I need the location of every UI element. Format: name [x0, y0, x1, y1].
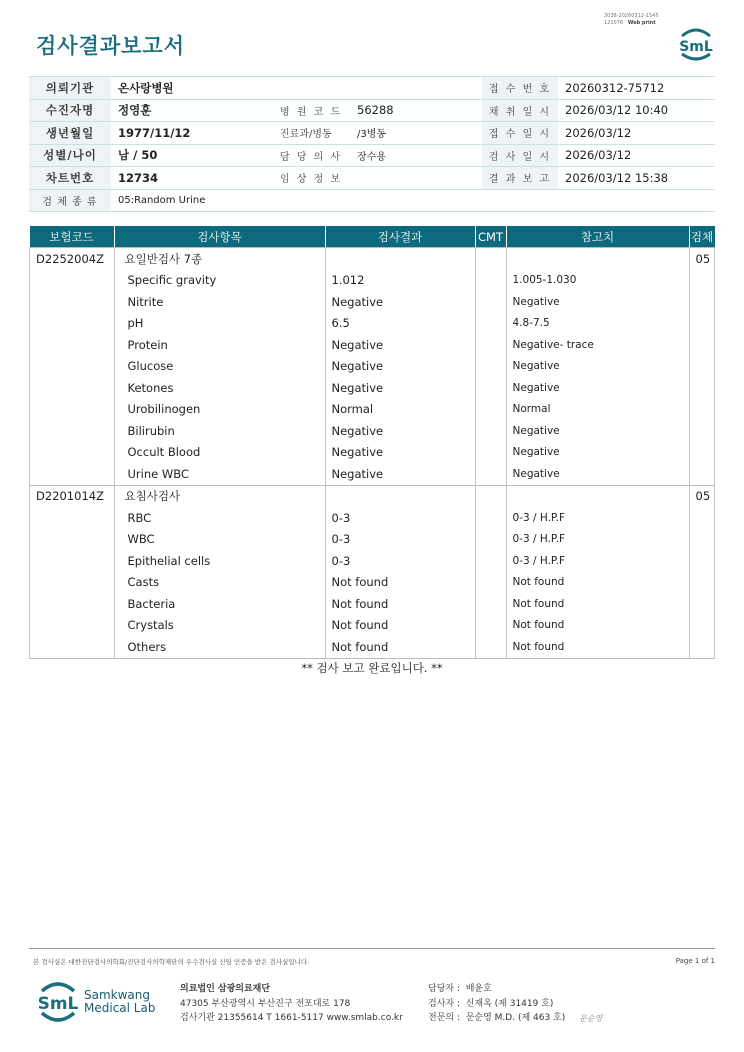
print-id-line2: 121076	[604, 20, 624, 26]
label-receipt-no: 접 수 번 호	[482, 77, 558, 100]
value-patient: 정영훈	[111, 99, 273, 122]
table-row	[30, 291, 715, 313]
cmt-cell	[475, 593, 506, 615]
test-result: Negative	[325, 442, 475, 464]
test-item: WBC	[114, 529, 325, 551]
specimen-cell	[689, 529, 715, 551]
test-result: Negative	[325, 420, 475, 442]
table-row	[30, 615, 715, 637]
test-item: Specific gravity	[114, 270, 325, 292]
value-chart-no: 12734	[111, 167, 273, 190]
table-row	[30, 572, 715, 594]
table-row	[30, 463, 715, 485]
reference-range: Negative- trace	[506, 334, 689, 356]
col-specimen: 검체	[689, 226, 715, 248]
insurance-code-cell	[30, 572, 115, 594]
test-group-name: 요침사검사	[114, 485, 325, 507]
test-result: Negative	[325, 334, 475, 356]
test-result: Negative	[325, 463, 475, 485]
specialist-signature: 문순영	[579, 1014, 603, 1023]
cmt-cell	[475, 270, 506, 292]
table-row	[30, 270, 715, 292]
label-doctor: 담 당 의 사	[273, 144, 350, 167]
label-received: 접 수 일 시	[482, 122, 558, 145]
cmt-cell	[475, 572, 506, 594]
specimen-cell	[689, 550, 715, 572]
insurance-code-cell	[30, 270, 115, 292]
specimen-cell	[689, 313, 715, 335]
test-item: pH	[114, 313, 325, 335]
table-row	[30, 442, 715, 464]
label-tested: 검 사 일 시	[482, 144, 558, 167]
footer-divider	[29, 948, 715, 949]
specimen-code: 05	[689, 248, 715, 270]
test-item: Bilirubin	[114, 420, 325, 442]
table-row	[30, 550, 715, 572]
reference-range: 0-3 / H.P.F	[506, 550, 689, 572]
insurance-code: D2252004Z	[30, 248, 115, 270]
insurance-code-cell	[30, 463, 115, 485]
test-result: 6.5	[325, 313, 475, 335]
org-address: 47305 부산광역시 부산진구 전포대로 178	[180, 998, 351, 1009]
table-row	[30, 636, 715, 658]
label-birth: 생년월일	[29, 122, 111, 145]
insurance-code-cell	[30, 636, 115, 658]
specimen-cell	[689, 399, 715, 421]
reference-range: Negative	[506, 463, 689, 485]
completion-note: ** 검사 보고 완료입니다. **	[301, 661, 443, 675]
result-cell	[325, 248, 475, 270]
specimen-cell	[689, 420, 715, 442]
reference-range: Negative	[506, 377, 689, 399]
reference-range: Not found	[506, 615, 689, 637]
table-row	[30, 399, 715, 421]
label-specimen: 검 체 종 류	[29, 189, 111, 212]
insurance-code-cell	[30, 313, 115, 335]
print-meta	[604, 13, 659, 27]
value-received: 2026/03/12	[558, 122, 715, 145]
value-birth: 1977/11/12	[111, 122, 273, 145]
cmt-cell	[475, 485, 506, 507]
result-cell	[325, 485, 475, 507]
org-info	[180, 982, 403, 1026]
col-reference: 참고치	[506, 226, 689, 248]
cmt-cell	[475, 615, 506, 637]
insurance-code-cell	[30, 334, 115, 356]
label-requesting-org: 의뢰기관	[29, 77, 111, 100]
specimen-code: 05	[689, 485, 715, 507]
staff-tester-label: 검사자 :	[428, 998, 460, 1009]
value-collected: 2026/03/12 10:40	[558, 99, 715, 122]
insurance-code-cell	[30, 593, 115, 615]
test-item: RBC	[114, 507, 325, 529]
specimen-cell	[689, 377, 715, 399]
insurance-code-cell	[30, 507, 115, 529]
test-result: Negative	[325, 356, 475, 378]
specimen-cell	[689, 572, 715, 594]
table-row	[30, 356, 715, 378]
staff-info	[428, 982, 565, 1026]
reference-range: Negative	[506, 420, 689, 442]
table-row	[30, 529, 715, 551]
insurance-code-cell	[30, 420, 115, 442]
test-result: 0-3	[325, 529, 475, 551]
value-specimen: 05:Random Urine	[111, 189, 715, 212]
reference-cell	[506, 485, 689, 507]
test-item: Bacteria	[114, 593, 325, 615]
label-chart-no: 차트번호	[29, 167, 111, 190]
cmt-cell	[475, 377, 506, 399]
sml-footer-logo-icon	[36, 979, 80, 1025]
specimen-cell	[689, 356, 715, 378]
reference-range: Not found	[506, 572, 689, 594]
label-clinical-info: 임 상 정 보	[273, 167, 350, 190]
table-row	[30, 420, 715, 442]
staff-manager-label: 담당자 :	[428, 984, 460, 994]
cmt-cell	[475, 291, 506, 313]
test-item: Ketones	[114, 377, 325, 399]
cmt-cell	[475, 507, 506, 529]
test-group-name: 요일반검사 7종	[114, 248, 325, 270]
page-number: Page 1 of 1	[675, 957, 715, 965]
value-clinical-info	[350, 167, 482, 190]
insurance-code-cell	[30, 399, 115, 421]
col-test-item: 검사항목	[114, 226, 325, 248]
test-result: Not found	[325, 593, 475, 615]
insurance-code-cell	[30, 550, 115, 572]
print-id-line1: 3038-20260312-1545	[604, 13, 659, 19]
cmt-cell	[475, 399, 506, 421]
insurance-code: D2201014Z	[30, 485, 115, 507]
footer-logo-text: SmL	[37, 994, 79, 1014]
table-row	[30, 377, 715, 399]
sml-logo-icon	[676, 26, 716, 62]
test-result: Negative	[325, 291, 475, 313]
test-item: Casts	[114, 572, 325, 594]
reference-range: 0-3 / H.P.F	[506, 529, 689, 551]
reference-cell	[506, 248, 689, 270]
test-result: 0-3	[325, 550, 475, 572]
reference-range: Negative	[506, 442, 689, 464]
value-doctor: 장수용	[350, 144, 482, 167]
label-patient: 수진자명	[29, 99, 111, 122]
insurance-code-cell	[30, 377, 115, 399]
cmt-cell	[475, 463, 506, 485]
test-item: Others	[114, 636, 325, 658]
value-tested: 2026/03/12	[558, 144, 715, 167]
table-row	[30, 313, 715, 335]
test-result: 0-3	[325, 507, 475, 529]
org-contact: 검사기관 21355614 T 1661-5117 www.smlab.co.kr	[180, 1013, 403, 1023]
test-item: Nitrite	[114, 291, 325, 313]
test-item: Urine WBC	[114, 463, 325, 485]
test-item: Epithelial cells	[114, 550, 325, 572]
reference-range: Not found	[506, 636, 689, 658]
specimen-cell	[689, 593, 715, 615]
specimen-cell	[689, 615, 715, 637]
insurance-code-cell	[30, 291, 115, 313]
reference-range: Negative	[506, 356, 689, 378]
test-result: Not found	[325, 636, 475, 658]
label-dept-ward: 진료과/병동	[273, 122, 350, 145]
insurance-code-cell	[30, 442, 115, 464]
test-item: Glucose	[114, 356, 325, 378]
cmt-cell	[475, 550, 506, 572]
page-title: 검사결과보고서	[36, 34, 186, 58]
certification-note: 본 검사실은 대한진단검사의학회/진단검사의학재단의 우수검사실 신임 인증을 받은 검사실입니다.	[33, 958, 310, 966]
staff-tester: 신재옥 (제 31419 호)	[465, 998, 554, 1009]
brand-line1: Samkwang	[84, 988, 150, 1002]
reference-range: 0-3 / H.P.F	[506, 507, 689, 529]
specimen-cell	[689, 334, 715, 356]
insurance-code-cell	[30, 356, 115, 378]
staff-specialist: 문순영 M.D. (제 463 호)	[465, 1013, 566, 1023]
reference-range: 4.8-7.5	[506, 313, 689, 335]
label-reported: 결 과 보 고	[482, 167, 558, 190]
test-item: Occult Blood	[114, 442, 325, 464]
specimen-cell	[689, 463, 715, 485]
logo-text: SmL	[679, 39, 713, 55]
test-result: Not found	[325, 572, 475, 594]
col-result: 검사결과	[325, 226, 475, 248]
test-result: Not found	[325, 615, 475, 637]
brand-line2: Medical Lab	[84, 1001, 156, 1015]
label-sex-age: 성별/나이	[29, 144, 111, 167]
results-table	[29, 226, 715, 659]
patient-info-table	[29, 76, 715, 212]
specimen-cell	[689, 507, 715, 529]
label-collected: 채 취 일 시	[482, 99, 558, 122]
table-row-group	[30, 248, 715, 270]
test-item: Protein	[114, 334, 325, 356]
staff-specialist-label: 전문의 :	[428, 1013, 460, 1023]
org-name: 의료법인 삼광의료재단	[180, 984, 271, 994]
value-dept-ward: /3병동	[350, 122, 482, 145]
specimen-cell	[689, 636, 715, 658]
test-result: Normal	[325, 399, 475, 421]
value-sex-age: 남 / 50	[111, 144, 273, 167]
print-mode: Web print	[627, 20, 656, 26]
cmt-cell	[475, 529, 506, 551]
test-item: Crystals	[114, 615, 325, 637]
test-result: 1.012	[325, 270, 475, 292]
specimen-cell	[689, 442, 715, 464]
cmt-cell	[475, 334, 506, 356]
reference-range: Negative	[506, 291, 689, 313]
table-row	[30, 334, 715, 356]
cmt-cell	[475, 420, 506, 442]
cmt-cell	[475, 313, 506, 335]
specimen-cell	[689, 291, 715, 313]
table-row-group	[30, 485, 715, 507]
insurance-code-cell	[30, 529, 115, 551]
col-cmt: CMT	[475, 226, 506, 248]
insurance-code-cell	[30, 615, 115, 637]
reference-range: Normal	[506, 399, 689, 421]
brand-name	[84, 989, 155, 1015]
specimen-cell	[689, 270, 715, 292]
reference-range: Not found	[506, 593, 689, 615]
staff-manager: 배윤호	[465, 984, 492, 994]
table-row	[30, 507, 715, 529]
value-hospital-code: 56288	[350, 99, 482, 122]
col-insurance-code: 보험코드	[30, 226, 115, 248]
value-requesting-org: 온사랑병원	[111, 77, 482, 100]
value-reported: 2026/03/12 15:38	[558, 167, 715, 190]
reference-range: 1.005-1.030	[506, 270, 689, 292]
cmt-cell	[475, 636, 506, 658]
cmt-cell	[475, 442, 506, 464]
test-result: Negative	[325, 377, 475, 399]
label-hospital-code: 병 원 코 드	[273, 99, 350, 122]
value-receipt-no: 20260312-75712	[558, 77, 715, 100]
test-item: Urobilinogen	[114, 399, 325, 421]
cmt-cell	[475, 248, 506, 270]
cmt-cell	[475, 356, 506, 378]
table-row	[30, 593, 715, 615]
